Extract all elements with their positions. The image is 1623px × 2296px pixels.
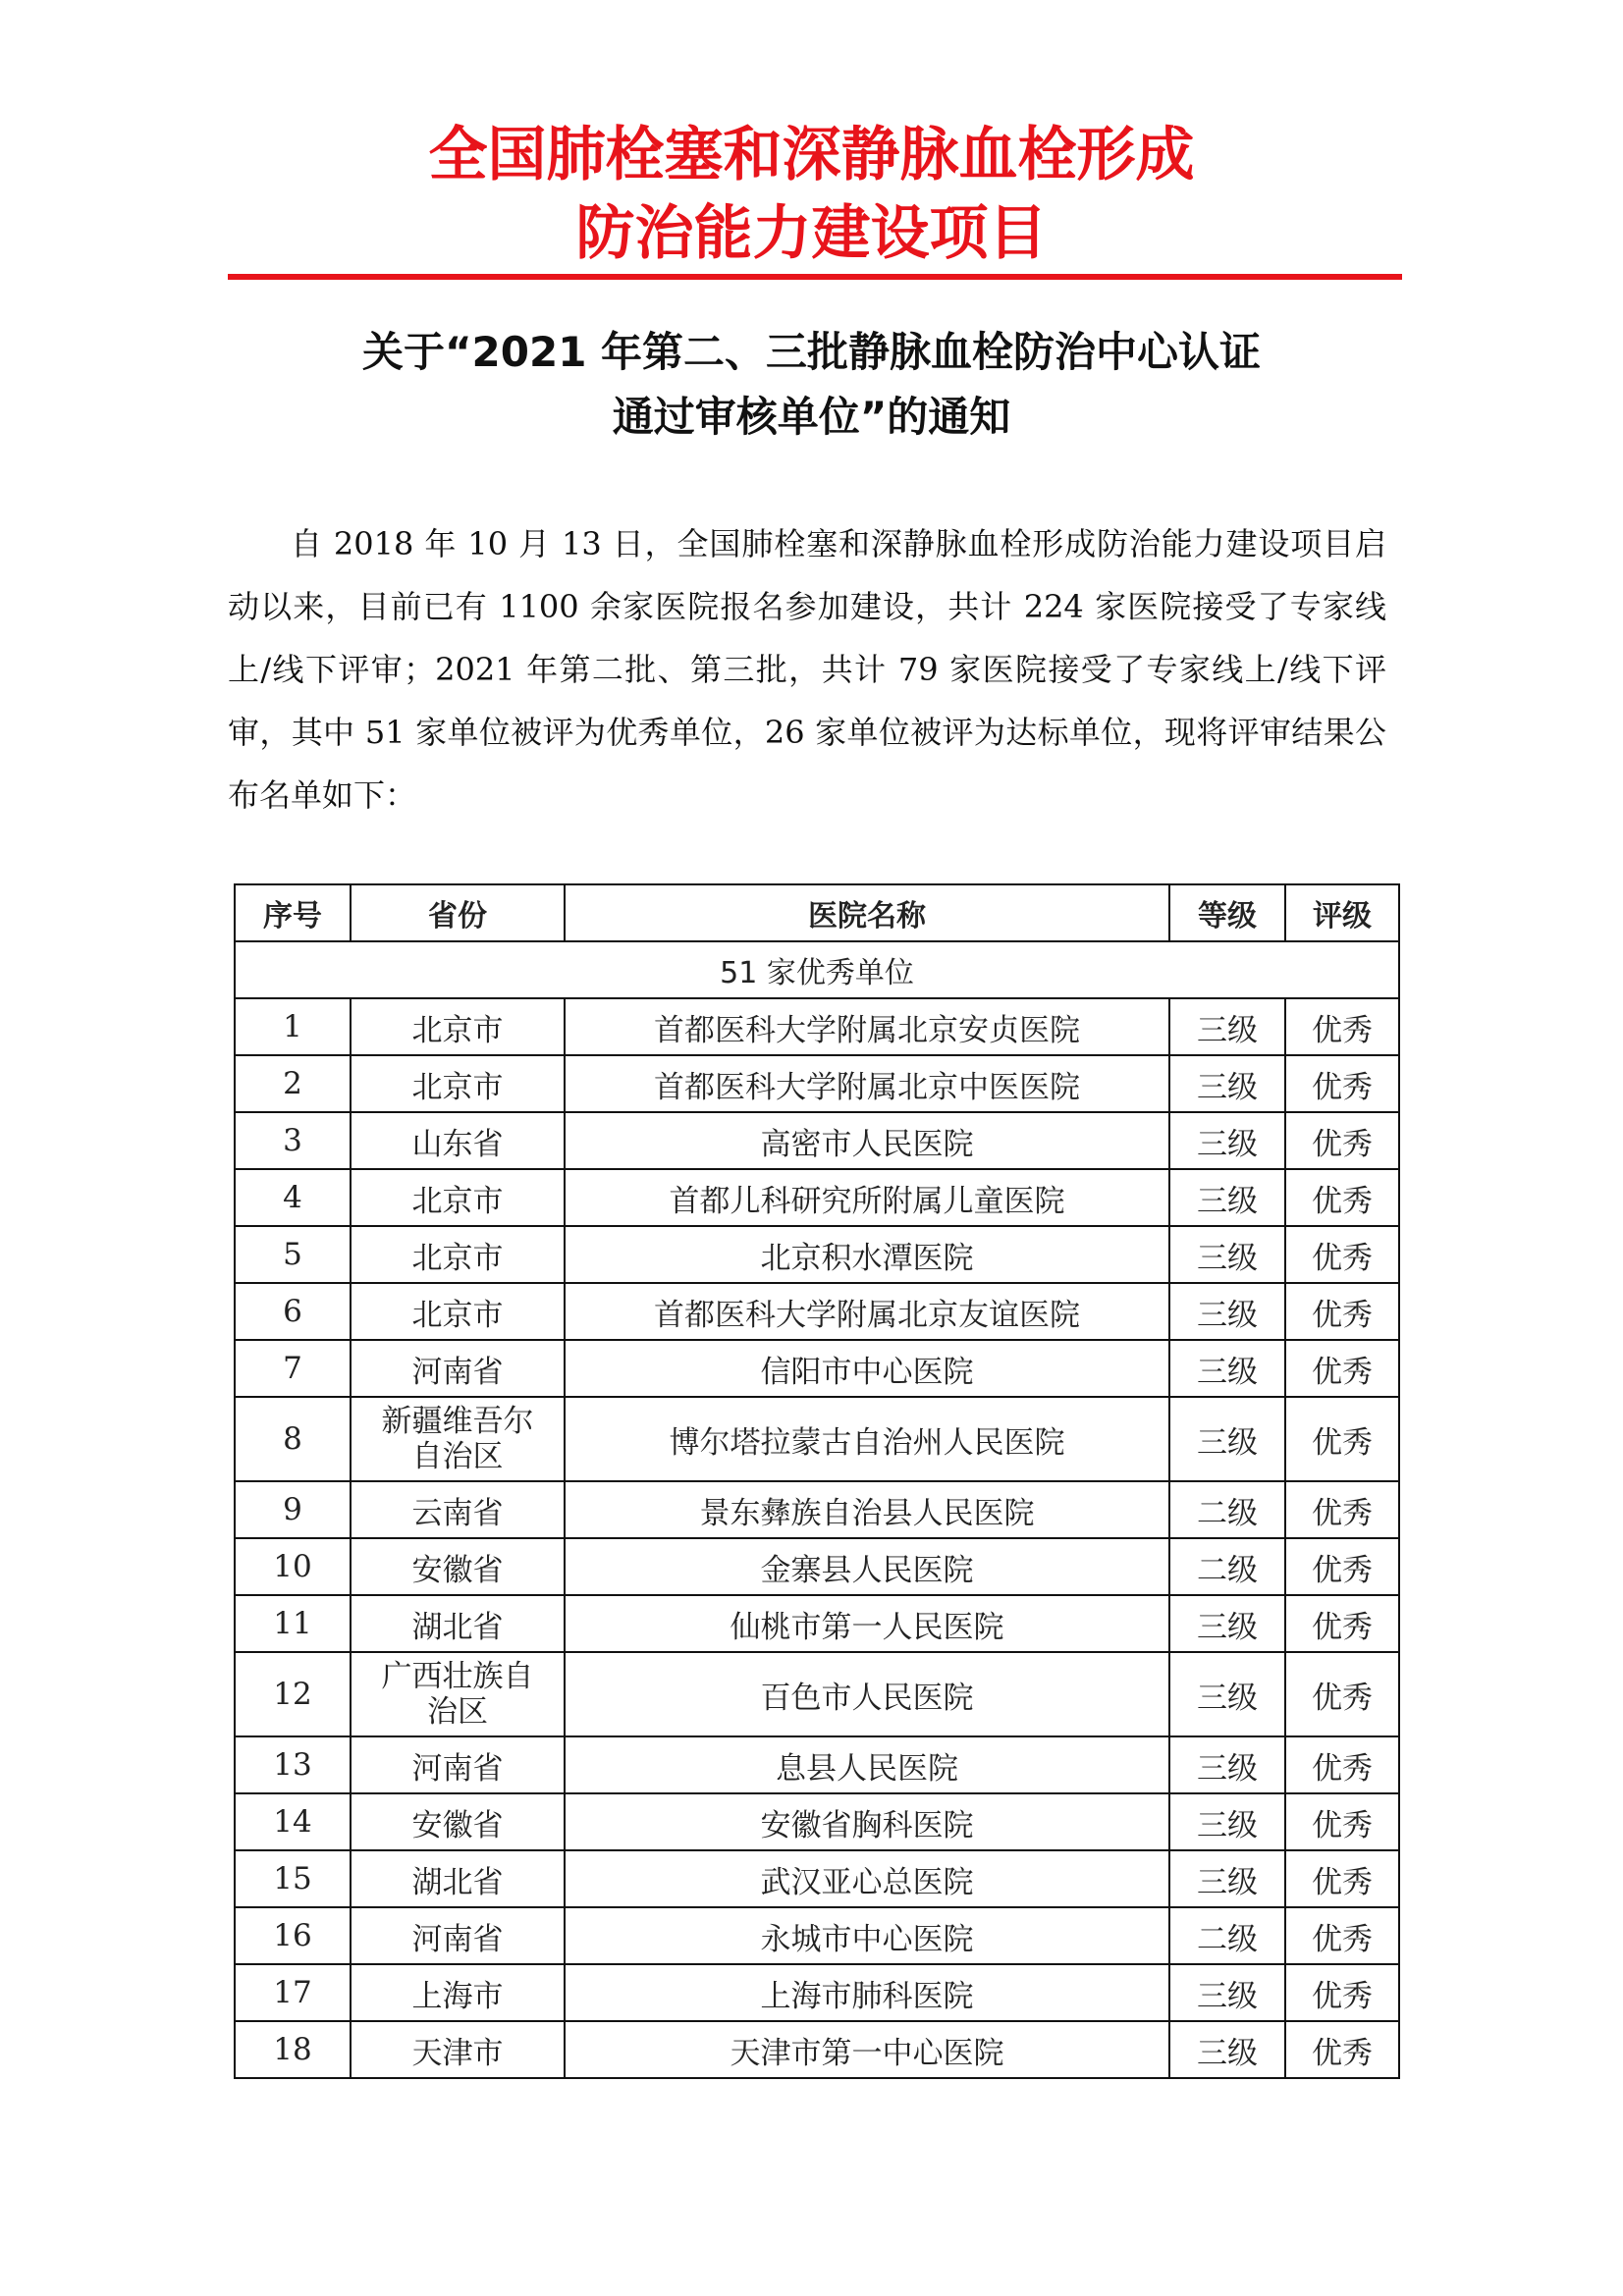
cell-level: 三级	[1169, 1793, 1285, 1850]
cell-hospital: 高密市人民医院	[565, 1112, 1169, 1169]
cell-rating: 优秀	[1285, 1169, 1399, 1226]
cell-level: 三级	[1169, 1112, 1285, 1169]
cell-no: 6	[235, 1283, 351, 1340]
table-row	[235, 1907, 1399, 1964]
cell-no: 16	[235, 1907, 351, 1964]
header-hospital: 医院名称	[565, 884, 1169, 941]
cell-hospital: 仙桃市第一人民医院	[565, 1595, 1169, 1652]
table-row	[235, 1055, 1399, 1112]
table-header-row	[235, 884, 1399, 941]
cell-rating: 优秀	[1285, 1397, 1399, 1481]
header-province: 省份	[351, 884, 565, 941]
table-row	[235, 998, 1399, 1055]
cell-hospital: 首都儿科研究所附属儿童医院	[565, 1169, 1169, 1226]
table-row	[235, 1340, 1399, 1397]
project-header	[0, 116, 1623, 273]
cell-province: 安徽省	[351, 1793, 565, 1850]
cell-rating: 优秀	[1285, 1964, 1399, 2021]
cell-rating: 优秀	[1285, 1283, 1399, 1340]
cell-no: 9	[235, 1481, 351, 1538]
cell-rating: 优秀	[1285, 1595, 1399, 1652]
cell-rating: 优秀	[1285, 1907, 1399, 1964]
table-row	[235, 1481, 1399, 1538]
cell-level: 三级	[1169, 1850, 1285, 1907]
cell-rating: 优秀	[1285, 1850, 1399, 1907]
cell-no: 17	[235, 1964, 351, 2021]
cell-province: 北京市	[351, 1283, 565, 1340]
cell-rating: 优秀	[1285, 1481, 1399, 1538]
cell-level: 三级	[1169, 1397, 1285, 1481]
cell-hospital: 北京积水潭医院	[565, 1226, 1169, 1283]
cell-rating: 优秀	[1285, 1112, 1399, 1169]
notice-title-line-1: 关于“2021 年第二、三批静脉血栓防治中心认证	[361, 328, 1262, 376]
province-line-2: 自治区	[411, 1439, 504, 1474]
cell-no: 14	[235, 1793, 351, 1850]
table-row	[235, 1397, 1399, 1481]
notice-title-line-2: 通过审核单位”的通知	[612, 393, 1011, 441]
table-row	[235, 1793, 1399, 1850]
cell-province: 河南省	[351, 1907, 565, 1964]
cell-no: 15	[235, 1850, 351, 1907]
cell-no: 10	[235, 1538, 351, 1595]
cell-province	[351, 1397, 565, 1481]
cell-hospital: 金寨县人民医院	[565, 1538, 1169, 1595]
cell-hospital: 上海市肺科医院	[565, 1964, 1169, 2021]
province-line-2: 治区	[427, 1694, 488, 1730]
cell-rating: 优秀	[1285, 1538, 1399, 1595]
province-line-1: 广西壮族自	[381, 1659, 534, 1694]
table-row	[235, 1652, 1399, 1736]
cell-rating: 优秀	[1285, 1055, 1399, 1112]
cell-no: 5	[235, 1226, 351, 1283]
cell-hospital: 信阳市中心医院	[565, 1340, 1169, 1397]
cell-province: 北京市	[351, 1169, 565, 1226]
cell-no: 2	[235, 1055, 351, 1112]
cell-rating: 优秀	[1285, 1340, 1399, 1397]
cell-province: 北京市	[351, 1055, 565, 1112]
section-row	[235, 941, 1399, 998]
cell-level: 二级	[1169, 1907, 1285, 1964]
cell-province	[351, 1652, 565, 1736]
cell-level: 二级	[1169, 1538, 1285, 1595]
body-paragraph: 自 2018 年 10 月 13 日，全国肺栓塞和深静脉血栓形成防治能力建设项目启动以来，目前已有 1100 余家医院报名参加建设，共计 224 家医院接受了专家线上/线下评审；2021 年第二批、第三批，共计 79 家医院接受了专家线上/线下评审，其中 51 家单位被评为优秀单位，26 家单位被评为达标单位，现将评审结果公布名单如下：	[228, 525, 1386, 814]
cell-level: 三级	[1169, 1226, 1285, 1283]
cell-level: 三级	[1169, 1736, 1285, 1793]
notice-title	[0, 320, 1623, 450]
cell-hospital: 博尔塔拉蒙古自治州人民医院	[565, 1397, 1169, 1481]
hospital-table	[234, 883, 1400, 2079]
cell-province: 湖北省	[351, 1850, 565, 1907]
cell-no: 13	[235, 1736, 351, 1793]
cell-level: 三级	[1169, 1055, 1285, 1112]
cell-level: 三级	[1169, 1595, 1285, 1652]
header-line-1: 全国肺栓塞和深静脉血栓形成	[428, 121, 1195, 189]
cell-hospital: 首都医科大学附属北京中医医院	[565, 1055, 1169, 1112]
cell-hospital: 首都医科大学附属北京安贞医院	[565, 998, 1169, 1055]
cell-rating: 优秀	[1285, 998, 1399, 1055]
table-row	[235, 1964, 1399, 2021]
cell-province: 湖北省	[351, 1595, 565, 1652]
cell-no: 1	[235, 998, 351, 1055]
header-no: 序号	[235, 884, 351, 941]
cell-province: 上海市	[351, 1964, 565, 2021]
province-line-1: 新疆维吾尔	[381, 1404, 534, 1439]
notice-body	[228, 512, 1386, 827]
cell-level: 二级	[1169, 1481, 1285, 1538]
cell-rating: 优秀	[1285, 2021, 1399, 2078]
cell-province: 安徽省	[351, 1538, 565, 1595]
cell-hospital: 百色市人民医院	[565, 1652, 1169, 1736]
header-line-2: 防治能力建设项目	[575, 199, 1048, 268]
cell-province: 天津市	[351, 2021, 565, 2078]
cell-rating: 优秀	[1285, 1652, 1399, 1736]
table-row	[235, 1169, 1399, 1226]
cell-no: 11	[235, 1595, 351, 1652]
table-row	[235, 1736, 1399, 1793]
table-row	[235, 1283, 1399, 1340]
table-row	[235, 1226, 1399, 1283]
cell-level: 三级	[1169, 1964, 1285, 2021]
cell-province: 山东省	[351, 1112, 565, 1169]
cell-level: 三级	[1169, 998, 1285, 1055]
cell-rating: 优秀	[1285, 1226, 1399, 1283]
cell-level: 三级	[1169, 1169, 1285, 1226]
cell-hospital: 安徽省胸科医院	[565, 1793, 1169, 1850]
cell-level: 三级	[1169, 1340, 1285, 1397]
table-body	[235, 941, 1399, 2078]
cell-hospital: 景东彝族自治县人民医院	[565, 1481, 1169, 1538]
cell-level: 三级	[1169, 2021, 1285, 2078]
header-rating: 评级	[1285, 884, 1399, 941]
cell-province: 河南省	[351, 1736, 565, 1793]
cell-province: 河南省	[351, 1340, 565, 1397]
section-label: 51 家优秀单位	[235, 941, 1399, 998]
cell-no: 3	[235, 1112, 351, 1169]
table-row	[235, 1850, 1399, 1907]
cell-province: 云南省	[351, 1481, 565, 1538]
cell-hospital: 武汉亚心总医院	[565, 1850, 1169, 1907]
cell-rating: 优秀	[1285, 1736, 1399, 1793]
cell-rating: 优秀	[1285, 1793, 1399, 1850]
cell-hospital: 息县人民医院	[565, 1736, 1169, 1793]
cell-no: 4	[235, 1169, 351, 1226]
cell-hospital: 首都医科大学附属北京友谊医院	[565, 1283, 1169, 1340]
table-row	[235, 1538, 1399, 1595]
table-row	[235, 1112, 1399, 1169]
header-divider	[228, 274, 1402, 280]
cell-level: 三级	[1169, 1652, 1285, 1736]
cell-no: 12	[235, 1652, 351, 1736]
table-row	[235, 1595, 1399, 1652]
cell-no: 8	[235, 1397, 351, 1481]
table-row	[235, 2021, 1399, 2078]
header-level: 等级	[1169, 884, 1285, 941]
cell-level: 三级	[1169, 1283, 1285, 1340]
cell-no: 7	[235, 1340, 351, 1397]
cell-hospital: 永城市中心医院	[565, 1907, 1169, 1964]
cell-province: 北京市	[351, 1226, 565, 1283]
cell-no: 18	[235, 2021, 351, 2078]
cell-province: 北京市	[351, 998, 565, 1055]
cell-hospital: 天津市第一中心医院	[565, 2021, 1169, 2078]
